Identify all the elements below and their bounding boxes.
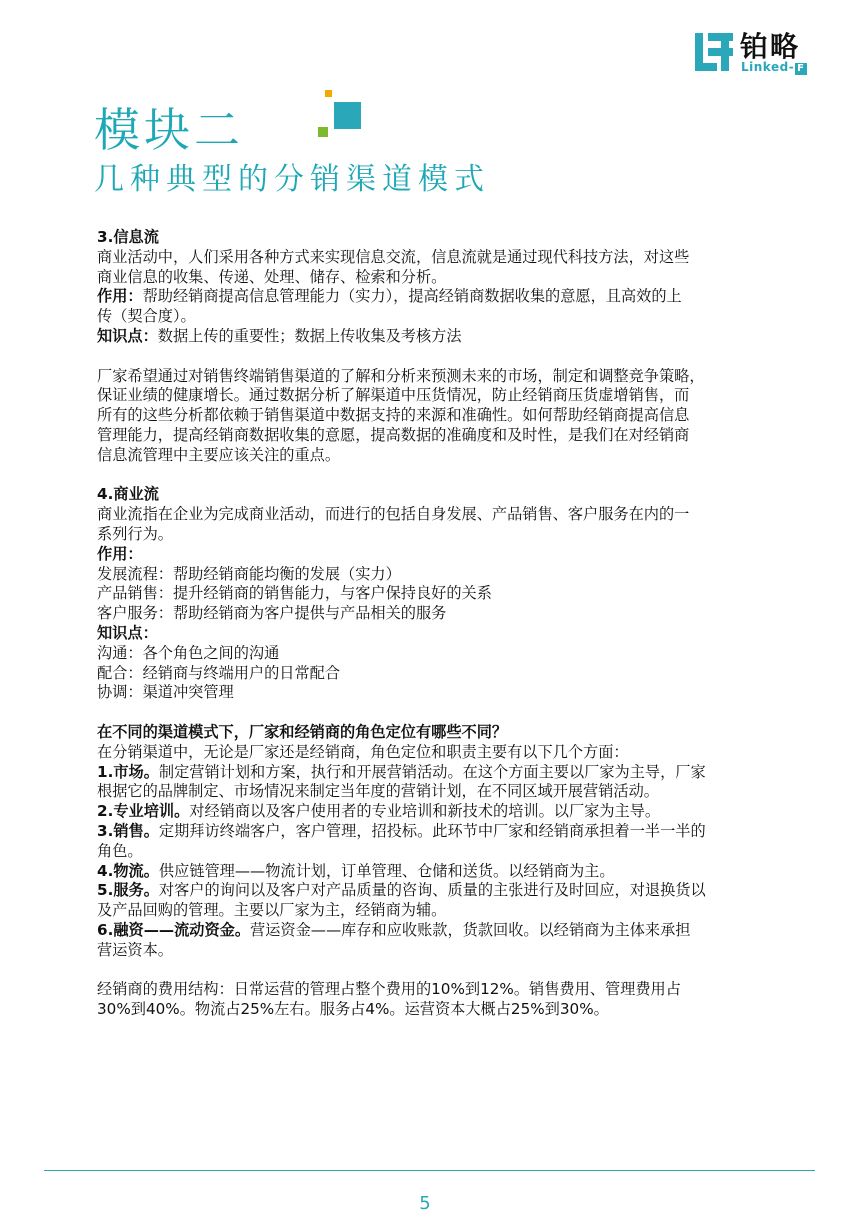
logo-english-name: Linked- F [741, 60, 805, 74]
orange-square-icon [325, 90, 332, 97]
paragraph-line: 商业流指在企业为完成商业活动，而进行的包括自身发展、产品销售、客户服务在内的一 [97, 505, 690, 524]
cost-structure-line: 30%到40%。物流占25%左右。服务占4%。运营资本大概占25%到30%。 [97, 1000, 609, 1019]
module-subtitle: 几种典型的分销渠道模式 [94, 162, 490, 197]
logo-mark-icon [692, 30, 736, 74]
list-item: 配合：经销商与终端用户的日常配合 [97, 663, 340, 682]
effect-label: 作用： [97, 287, 143, 306]
list-item: 4.物流。供应链管理——物流计划，订单管理、仓储和送货。以经销商为主。 [97, 861, 615, 880]
list-item: 1.市场。制定营销计划和方案，执行和开展营销活动。在这个方面主要以厂家为主导，厂家 [97, 762, 706, 781]
list-item: 沟通：各个角色之间的沟通 [97, 643, 280, 662]
brand-logo [692, 30, 812, 74]
footer-divider [44, 1170, 815, 1171]
effect-line: 作用：帮助经销商提高信息管理能力（实力），提高经销商数据收集的意愿，且高效的上 [97, 287, 682, 306]
list-item: 协调：渠道冲突管理 [97, 683, 234, 702]
paragraph-line: 系列行为。 [97, 524, 173, 543]
paragraph-line: 商业信息的收集、传递、处理、储存、检索和分析。 [97, 267, 447, 286]
paragraph-line: 角色。 [97, 841, 143, 860]
knowledge-point-line: 知识点：数据上传的重要性；数据上传收集及考核方法 [97, 326, 462, 345]
paragraph-line: 信息流管理中主要应该关注的重点。 [97, 445, 340, 464]
paragraph-line: 根据它的品牌制定、市场情况来制定当年度的营销计划，在不同区域开展营销活动。 [97, 782, 659, 801]
logo-chinese-name: 铂略 [740, 30, 801, 63]
paragraph-line: 在分销渠道中，无论是厂家还是经销商，角色定位和职责主要有以下几个方面： [97, 742, 629, 761]
paragraph-line: 及产品回购的管理。主要以厂家为主，经销商为辅。 [97, 901, 447, 920]
list-item: 6.融资——流动资金。营运资金——库存和应收账款，货款回收。以经销商为主体来承担 [97, 920, 691, 939]
section-heading-info-flow: 3.信息流 [97, 228, 159, 246]
decorative-squares [316, 90, 366, 140]
paragraph-line: 厂家希望通过对销售终端销售渠道的了解和分析来预测未来的市场，制定和调整竞争策略， [97, 366, 705, 385]
list-item: 2.专业培训。对经销商以及客户使用者的专业培训和新技术的培训。以厂家为主导。 [97, 802, 661, 821]
knowledge-point-label: 知识点： [97, 623, 158, 642]
paragraph-line: 传（契合度）。 [97, 307, 196, 326]
section-heading-business-flow: 4.商业流 [97, 485, 159, 504]
module-title: 模块二 [94, 103, 244, 157]
roles-question: 在不同的渠道模式下，厂家和经销商的角色定位有哪些不同？ [97, 722, 508, 741]
list-item: 3.销售。定期拜访终端客户，客户管理，招投标。此环节中厂家和经销商承担着一半一半的 [97, 821, 706, 840]
page-number: 5 [419, 1193, 431, 1214]
logo-f-badge: F [797, 63, 805, 74]
list-item: 产品销售：提升经销商的销售能力，与客户保持良好的关系 [97, 584, 492, 603]
list-item: 5.服务。对客户的询问以及客户对产品质量的咨询、质量的主张进行及时回应，对退换货以 [97, 881, 706, 900]
paragraph-line: 所有的这些分析都依赖于销售渠道中数据支持的来源和准确性。如何帮助经销商提高信息 [97, 406, 690, 425]
cost-structure-line: 经销商的费用结构：日常运营的管理占整个费用的10%到12%。销售费用、管理费用占 [97, 980, 681, 999]
document-body [97, 228, 797, 1020]
paragraph-line: 管理能力，提高经销商数据收集的意愿，提高数据的准确度和及时性，是我们在对经销商 [97, 425, 690, 444]
knowledge-point-label: 知识点： [97, 326, 158, 345]
paragraph-line: 商业活动中，人们采用各种方式来实现信息交流，信息流就是通过现代科技方法，对这些 [97, 247, 690, 266]
green-square-icon [318, 127, 328, 137]
effect-label: 作用： [97, 544, 143, 563]
teal-square-icon [334, 102, 361, 129]
list-item: 客户服务：帮助经销商为客户提供与产品相关的服务 [97, 604, 447, 623]
paragraph-line: 营运资本。 [97, 940, 173, 959]
paragraph-line: 保证业绩的健康增长。通过数据分析了解渠道中压货情况，防止经销商压货虚增销售，而 [97, 386, 690, 405]
list-item: 发展流程：帮助经销商能均衡的发展（实力） [97, 564, 401, 583]
